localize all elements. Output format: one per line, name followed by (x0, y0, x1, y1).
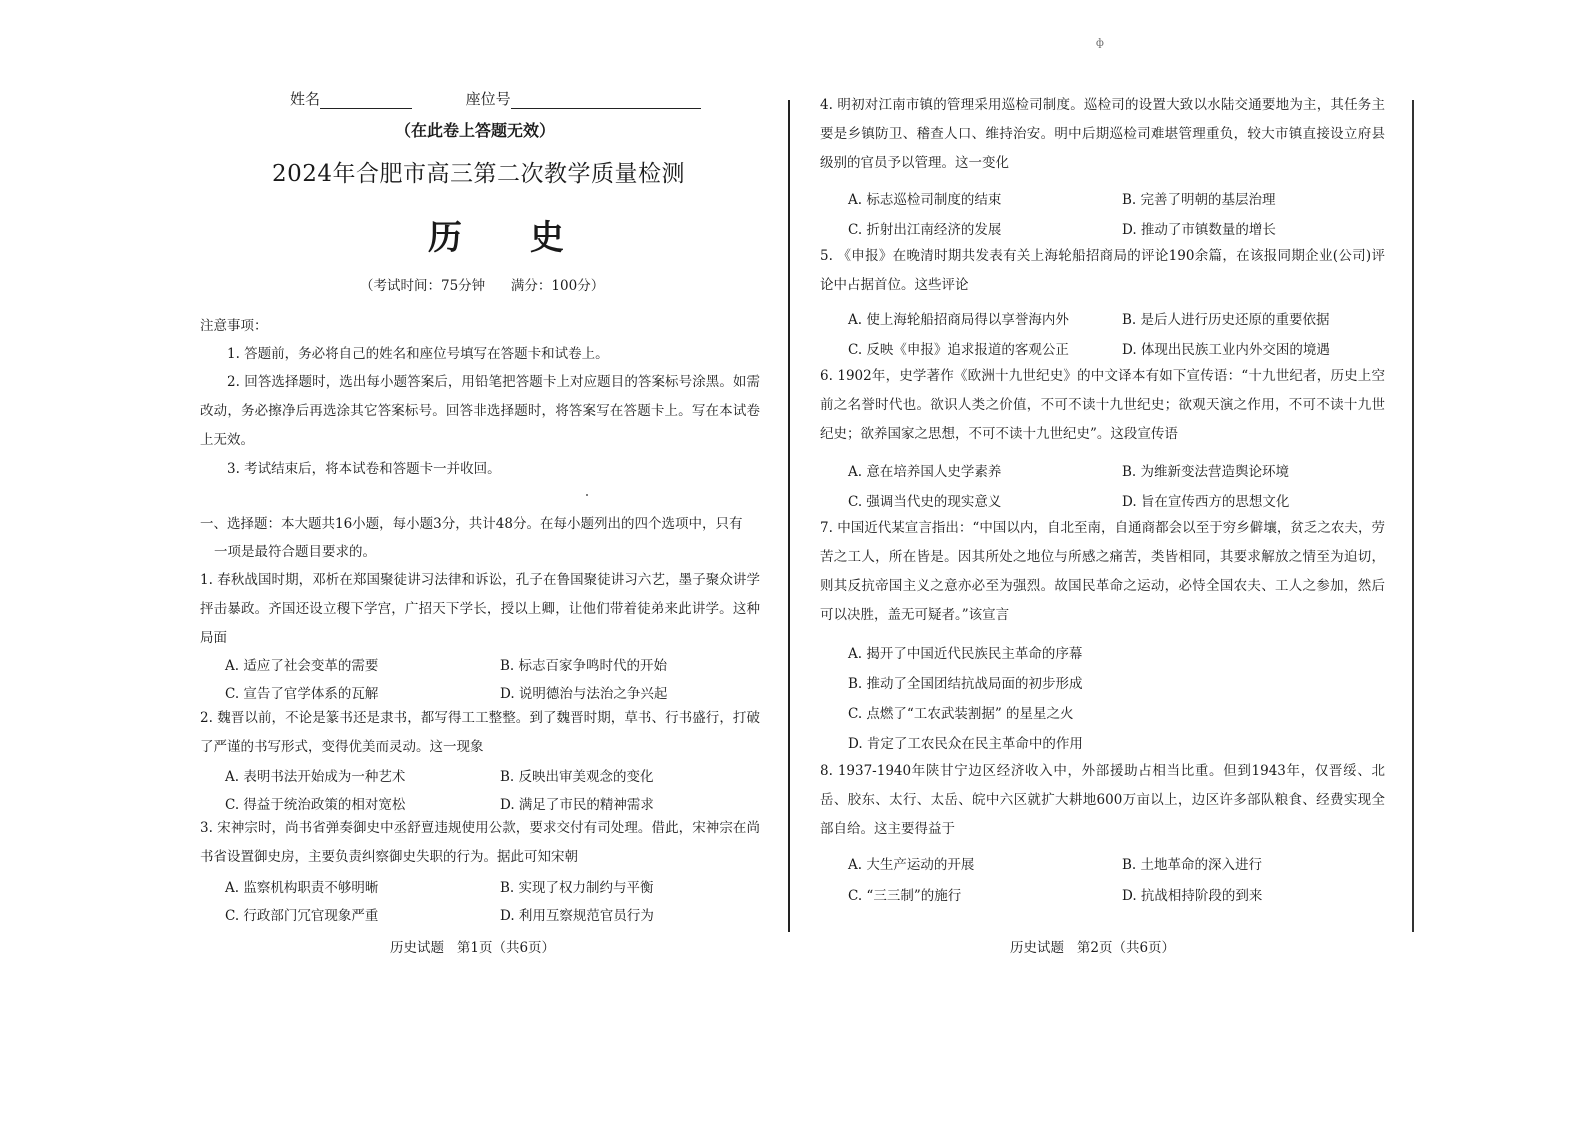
section-heading: 一、选择题：本大题共16小题，每小题3分，共计48分。在每小题列出的四个选项中，只有 (200, 516, 743, 532)
option: A. 大生产运动的开展 (848, 857, 975, 873)
page-2 (820, 0, 1385, 1123)
page-footer: 历史试题 第2页（共6页） (1010, 940, 1176, 956)
option: B. 实现了权力制约与平衡 (500, 880, 654, 896)
option: A. 监察机构职责不够明晰 (225, 880, 379, 896)
question-stem: 2. 魏晋以前，不论是篆书还是隶书，都写得工工整整。到了魏晋时期，草书、行书盛行，打破了严谨的书写形式，变得优美而灵动。这一现象 (200, 710, 760, 755)
stray-dot (586, 494, 588, 496)
option: B. 土地革命的深入进行 (1122, 857, 1263, 873)
seat-blank (511, 93, 701, 109)
option: D. 说明德治与法治之争兴起 (500, 686, 668, 702)
question-stem: 1. 春秋战国时期，邓析在郑国聚徒讲习法律和诉讼，孔子在鲁国聚徒讲习六艺，墨子聚众讲学抨击暴政。齐国还设立稷下学宫，广招天下学长，授以上卿，让他们带着徒弟来此讲学。这种局面 (200, 572, 760, 646)
option: C. 得益于统治政策的相对宽松 (225, 797, 406, 813)
option: B. 完善了明朝的基层治理 (1122, 192, 1276, 208)
option: A. 使上海轮船招商局得以享誉海内外 (848, 312, 1069, 328)
instruction-item: 2. 回答选择题时，选出每小题答案后，用铅笔把答题卡上对应题目的答案标号涂黑。如需改动，务必擦净后再选涂其它答案标号。回答非选择题时，将答案写在答题卡上。写在本试卷上无效。 (200, 374, 760, 448)
option: D. 旨在宣传西方的思想文化 (1122, 494, 1290, 510)
option: D. 利用互察规范官员行为 (500, 908, 654, 924)
option: A. 标志巡检司制度的结束 (848, 192, 1002, 208)
option: A. 表明书法开始成为一种艺术 (225, 769, 406, 785)
option: B. 标志百家争鸣时代的开始 (500, 658, 668, 674)
instructions-heading: 注意事项： (200, 318, 268, 334)
page-divider (788, 100, 790, 932)
exam-title: 2024年合肥市高三第二次教学质量检测 (272, 161, 686, 187)
seat-label: 座位号 (465, 90, 511, 108)
option: C. 反映《申报》追求报道的客观公正 (848, 342, 1069, 358)
page-footer: 历史试题 第1页（共6页） (390, 940, 556, 956)
option: A. 揭开了中国近代民族民主革命的序幕 (848, 646, 1083, 662)
option: C. 点燃了“工农武装割据” 的星星之火 (848, 706, 1074, 722)
instruction-item: 1. 答题前，务必将自己的姓名和座位号填写在答题卡和试卷上。 (227, 346, 609, 362)
question-stem: 5. 《申报》在晚清时期共发表有关上海轮船招商局的评论190余篇，在该报同期企业(公司)评论中占据首位。这些评论 (820, 248, 1385, 293)
option: B. 是后人进行历史还原的重要依据 (1122, 312, 1330, 328)
page-1 (200, 0, 760, 1123)
option: D. 推动了市镇数量的增长 (1122, 222, 1276, 238)
option: A. 适应了社会变革的需要 (225, 658, 379, 674)
question-stem: 7. 中国近代某宣言指出：“中国以内，自北至南，自通商都会以至于穷乡僻壤，贫乏之农夫，劳苦之工人，所在皆是。因其所处之地位与所感之痛苦，类皆相同，其要求解放之情至为迫切，则其反抗帝国主义之意亦必至为强烈。故国民革命之运动，必恃全国农夫、工人之参加，然后可以决胜，盖无可疑者。”该宣言 (820, 520, 1385, 623)
question-stem: 8. 1937-1940年陕甘宁边区经济收入中，外部援助占相当比重。但到1943年，仅晋绥、北岳、胶东、太行、太岳、皖中六区就扩大耕地600万亩以上，边区许多部队粮食、经费实现全部自给。这主要得益于 (820, 763, 1385, 837)
option: C. 宣告了官学体系的瓦解 (225, 686, 379, 702)
name-seat-row (290, 88, 701, 109)
invalid-answer-notice: （在此卷上答题无效） (395, 121, 556, 140)
exam-time-info: （考试时间：75分钟 满分：100分） (360, 278, 605, 294)
option: C. 折射出江南经济的发展 (848, 222, 1002, 238)
option: C. 行政部门冗官现象严重 (225, 908, 379, 924)
option: B. 反映出审美观念的变化 (500, 769, 654, 785)
option: B. 推动了全国团结抗战局面的初步形成 (848, 676, 1083, 692)
option: D. 抗战相持阶段的到来 (1122, 888, 1263, 904)
option: D. 肯定了工农民众在民主革命中的作用 (848, 736, 1083, 752)
binding-mark: ф (1096, 38, 1104, 49)
option: A. 意在培养国人史学素养 (848, 464, 1002, 480)
option: D. 体现出民族工业内外交困的境遇 (1122, 342, 1330, 358)
option: B. 为维新变法营造舆论环境 (1122, 464, 1290, 480)
option: C. 强调当代史的现实意义 (848, 494, 1002, 510)
name-blank (320, 93, 412, 109)
name-label: 姓名 (290, 90, 321, 108)
section-heading-cont: 一项是最符合题目要求的。 (214, 544, 376, 560)
option: D. 满足了市民的精神需求 (500, 797, 654, 813)
question-stem: 3. 宋神宗时，尚书省弹奏御史中丞舒亶违规使用公款，要求交付有司处理。借此，宋神宗在尚书省设置御史房，主要负责纠察御史失职的行为。据此可知宋朝 (200, 820, 760, 865)
question-stem: 6. 1902年，史学著作《欧洲十九世纪史》的中文译本有如下宣传语：“十九世纪者，历史上空前之名誉时代也。欲识人类之价值，不可不读十九世纪史；欲观天演之作用，不可不读十九世纪史；欲养国家之思想，不可不读十九世纪史”。这段宣传语 (820, 368, 1385, 442)
question-stem: 4. 明初对江南市镇的管理采用巡检司制度。巡检司的设置大致以水陆交通要地为主，其任务主要是乡镇防卫、稽查人口、维持治安。明中后期巡检司难堪管理重负，较大市镇直接设立府县级别的官员予以管理。这一变化 (820, 97, 1385, 171)
right-margin-line (1412, 100, 1414, 932)
instruction-item: 3. 考试结束后，将本试卷和答题卡一并收回。 (227, 461, 501, 477)
option: C. “三三制”的施行 (848, 888, 962, 904)
subject-title: 历 史 (428, 218, 592, 258)
